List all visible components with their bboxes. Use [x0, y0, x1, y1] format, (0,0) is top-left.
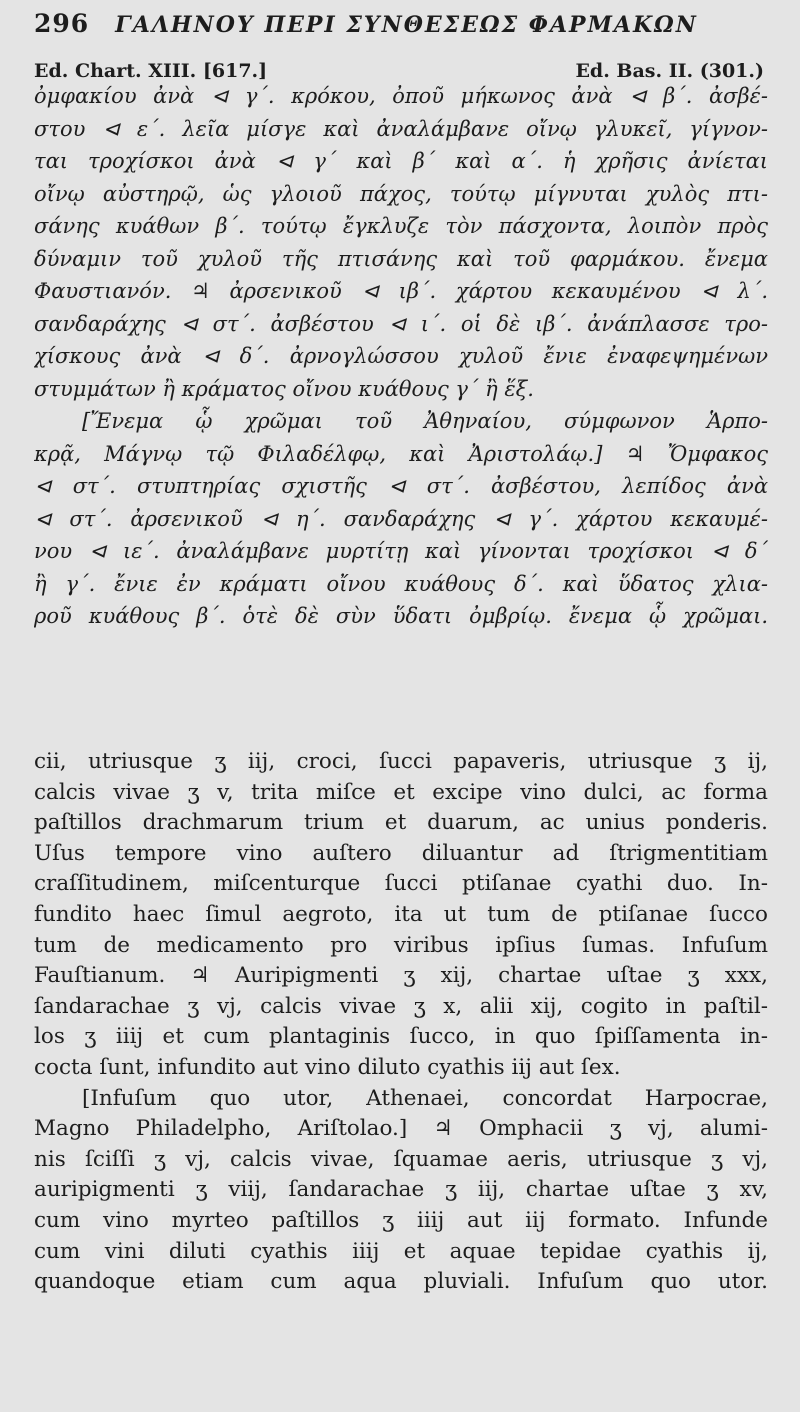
latin-text-block	[34, 747, 768, 1298]
latin-line: auripigmenti ʒ viij, ſandarachae ʒ iij, chartae uſtae ʒ xv,	[34, 1177, 768, 1203]
greek-line: ⊲ στ΄. στυπτηρίας σχιστῆς ⊲ στ΄. ἀσβέστου, λεπίδος ἀνὰ	[34, 474, 768, 498]
greek-line: νου ⊲ ιε΄. ἀναλάμβανε μυρτίτῃ καὶ γίνονται τροχίσκοι ⊲ δ΄	[34, 539, 768, 563]
latin-line: cii, utriusque ʒ iij, croci, ſucci papaveris, utriusque ʒ ij,	[34, 749, 768, 774]
latin-line: calcis vivae ʒ v, trita miſce et excipe vino dulci, ac forma	[34, 779, 768, 805]
latin-line: Fauſtianum. ♃ Auripigmenti ʒ xij, chartae uſtae ʒ xxx,	[34, 963, 768, 989]
greek-line: ὀμφακίου ἀνὰ ⊲ γ΄. κρόκου, ὀποῦ μήκωνος ἀνὰ ⊲ β΄. ἀσβέ-	[34, 84, 768, 108]
latin-line: ſandarachae ʒ vj, calcis vivae ʒ x, alii xij, cogito in paſtil-	[34, 993, 768, 1019]
greek-line: κρᾷ, Μάγνῳ τῷ Φιλαδέλφῳ, καὶ Ἀριστολάῳ.] ♃ Ὄμφακος	[34, 441, 768, 466]
latin-line: paſtillos drachmarum trium et duarum, ac unius ponderis.	[34, 810, 768, 836]
greek-line: δύναμιν τοῦ χυλοῦ τῆς πτισάνης καὶ τοῦ φαρμάκου. ἔνεμα	[34, 246, 768, 271]
latin-line: nis ſciſſi ʒ vj, calcis vivae, ſquamae aeris, utriusque ʒ vj,	[34, 1146, 768, 1172]
latin-line: fundito haec ſimul aegroto, ita ut tum de ptiſanae ſucco	[34, 901, 768, 927]
greek-line: στου ⊲ ε΄. λεῖα μίσγε καὶ ἀναλάμβανε οἴνῳ γλυκεῖ, γίγνον-	[34, 116, 768, 141]
greek-line: ἢ γ΄. ἔνιε ἐν κράματι οἴνου κυάθους δ΄. καὶ ὕδατος χλια-	[34, 571, 768, 596]
greek-line: ται τροχίσκοι ἀνὰ ⊲ γ΄ καὶ β΄ καὶ α΄. ἡ χρῆσις ἀνίεται	[34, 149, 768, 173]
latin-line: los ʒ iiij et cum plantaginis ſucco, in quo ſpiſſamenta in-	[34, 1024, 768, 1050]
greek-line: στυμμάτων ἢ κράματος οἴνου κυάθους γ΄ ἢ ἕξ.	[34, 376, 534, 401]
greek-line: σανδαράχης ⊲ στ΄. ἀσβέστου ⊲ ι΄. οἱ δὲ ιβ΄. ἀνάπλασσε τρο-	[34, 311, 768, 336]
page-number: 296	[34, 9, 90, 38]
latin-line: cum vino myrteo paſtillos ʒ iiij aut iij formato. Infunde	[34, 1207, 768, 1233]
latin-line: Magno Philadelpho, Ariſtolao.] ♃ Omphacii ʒ vj, alumi-	[34, 1116, 768, 1142]
latin-line: quandoque etiam cum aqua pluviali. Infuſum quo utor.	[34, 1269, 768, 1295]
latin-line: cum vini diluti cyathis iiij et aquae tepidae cyathis ij,	[34, 1238, 768, 1264]
edition-chart-ref: Ed. Chart. XIII. [617.]	[34, 60, 268, 82]
latin-line: tum de medicamento pro viribus ipſius ſumas. Infuſum	[34, 932, 768, 958]
running-head	[34, 6, 774, 42]
latin-line: cocta ſunt, infundito aut vino diluto cyathis iij aut ſex.	[34, 1054, 621, 1080]
greek-line: χίσκους ἀνὰ ⊲ δ΄. ἀρνογλώσσου χυλοῦ ἔνιε ἐναφεψημένων	[34, 344, 768, 368]
latin-line: craſſitudinem, miſcenturque ſucci ptiſanae cyathi duo. In-	[34, 871, 768, 897]
greek-line: [Ἔνεμα ᾧ χρῶμαι τοῦ Ἀθηναίου, σύμφωνον Ἁρπο-	[82, 409, 768, 433]
latin-line: [Infuſum quo utor, Athenaei, concordat Harpocrae,	[82, 1085, 768, 1111]
greek-text-block	[34, 80, 768, 633]
greek-line: ροῦ κυάθους β΄. ὁτὲ δὲ σὺν ὕδατι ὀμβρίῳ. ἔνεμα ᾧ χρῶμαι.	[34, 604, 768, 628]
greek-line: οἴνῳ αὐστηρῷ, ὡς γλοιοῦ πάχος, τούτῳ μίγνυται χυλὸς πτι-	[34, 181, 768, 206]
running-title: ΓΑΛΗΝΟΥ ΠΕΡΙ ΣΥΝΘΕΣΕΩΣ ΦΑΡΜΑΚΩΝ	[115, 12, 698, 38]
greek-line: σάνης κυάθων β΄. τούτῳ ἔγκλυζε τὸν πάσχοντα, λοιπὸν πρὸς	[34, 214, 768, 238]
greek-line: ⊲ στ΄. ἀρσενικοῦ ⊲ η΄. σανδαράχης ⊲ γ΄. χάρτου κεκαυμέ-	[34, 506, 768, 531]
greek-line: Φαυστιανόν. ♃ ἀρσενικοῦ ⊲ ιβ΄. χάρτου κεκαυμένου ⊲ λ΄.	[34, 279, 768, 303]
latin-line: Uſus tempore vino auſtero diluantur ad ſtrigmentitiam	[34, 840, 768, 866]
edition-bas-ref: Ed. Bas. II. (301.)	[575, 60, 764, 82]
